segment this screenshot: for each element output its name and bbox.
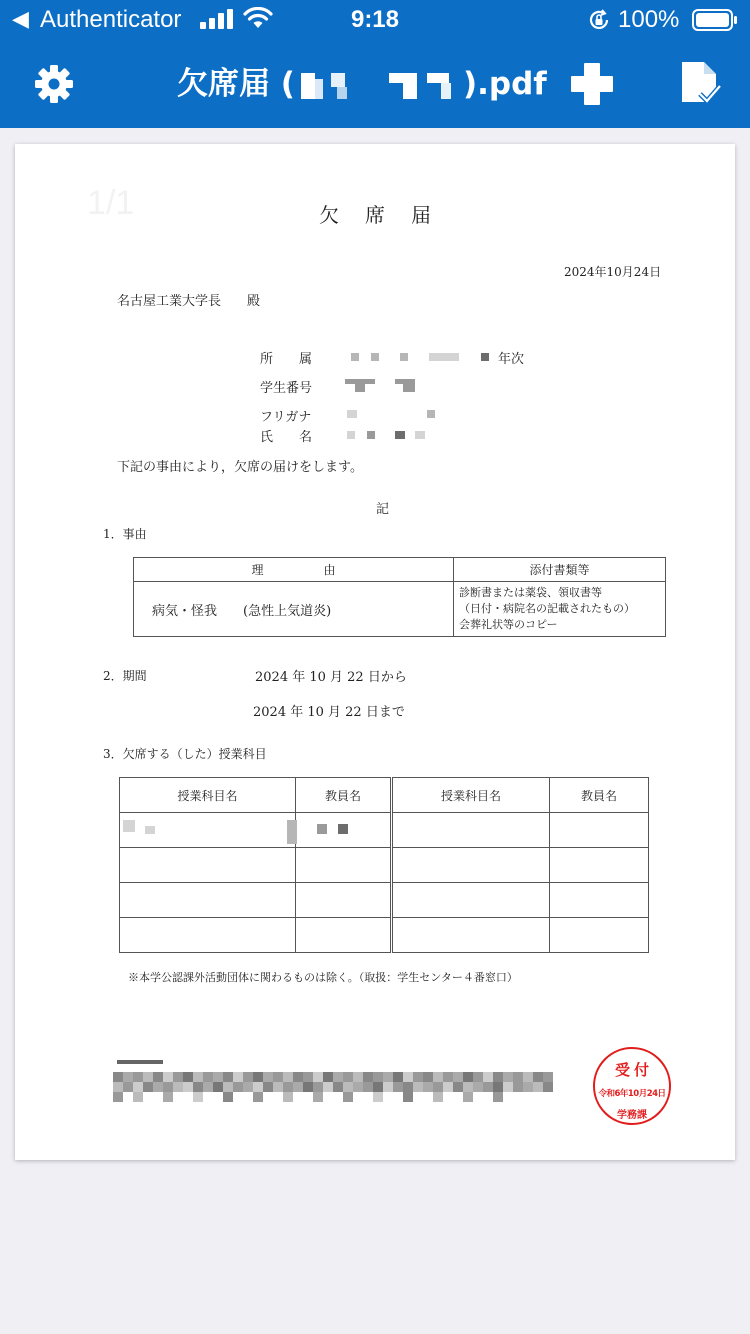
redacted-filename-part xyxy=(383,71,461,101)
back-to-app-link[interactable]: Authenticator xyxy=(40,6,182,33)
redacted-block xyxy=(347,431,355,439)
navigation-bar xyxy=(0,40,750,128)
stamp-received-text: 受付 xyxy=(614,1061,653,1079)
sign-document-icon[interactable] xyxy=(678,60,722,108)
attachment-item: （日付・病院名の記載されたもの） xyxy=(459,602,635,615)
attachment-item: 診断書または薬袋、領収書等 xyxy=(459,586,602,599)
teacher-cell xyxy=(296,883,392,918)
name-label: 氏 名 xyxy=(260,430,313,445)
document-title xyxy=(177,62,547,106)
addressee: 名古屋工業大学長 殿 xyxy=(117,294,261,309)
redacted-block xyxy=(481,353,489,361)
add-icon[interactable] xyxy=(570,62,614,106)
top-bar xyxy=(0,0,750,128)
attachments-cell xyxy=(454,582,666,637)
section-1-heading: 1．事由 xyxy=(103,527,147,541)
teacher-cell xyxy=(550,813,649,848)
teacher-cell xyxy=(550,918,649,953)
teacher-cell xyxy=(550,848,649,883)
redacted-block xyxy=(367,431,375,439)
redacted-block xyxy=(338,824,348,834)
subject-cell xyxy=(120,918,296,953)
pdf-page xyxy=(15,144,735,1160)
student-number-label: 学生番号 xyxy=(260,381,313,396)
subject-cell xyxy=(120,848,296,883)
redacted-remarks-block xyxy=(113,1060,555,1106)
gear-icon[interactable] xyxy=(32,62,76,106)
redacted-block xyxy=(415,431,425,439)
document-date: 2024年10月24日 xyxy=(564,265,662,279)
status-bar xyxy=(0,0,750,40)
section-2-heading: 2．期間 xyxy=(103,669,147,683)
teacher-cell xyxy=(296,848,392,883)
table-row xyxy=(120,883,649,918)
stamp-office-text: 学務課 xyxy=(617,1110,647,1121)
reason-header: 理 由 xyxy=(134,558,454,582)
orientation-lock-icon xyxy=(588,9,610,31)
redacted-block xyxy=(400,353,408,361)
attachments-header: 添付書類等 xyxy=(454,558,666,582)
section-3-heading: 3．欠席する（した）授業科目 xyxy=(103,747,267,761)
reason-value: 病気・怪我 (急性上気道炎) xyxy=(134,582,454,637)
subject-cell xyxy=(120,883,296,918)
redacted-block xyxy=(145,826,155,834)
subject-cell xyxy=(392,848,550,883)
redacted-block xyxy=(287,820,297,844)
title-suffix: ).pdf xyxy=(462,66,547,102)
teacher-cell xyxy=(296,918,392,953)
table-row xyxy=(120,918,649,953)
document-heading: 欠席届 xyxy=(319,203,457,227)
teacher-header: 教員名 xyxy=(550,778,649,813)
attachment-item: 会葬礼状等のコピー xyxy=(459,618,558,631)
redacted-filename-part xyxy=(297,71,379,101)
redacted-block xyxy=(403,384,415,392)
footnote: ※本学公認課外活動団体に関わるものは除く。（取扱：学生センター４番窓口） xyxy=(128,971,518,984)
subject-header: 授業科目名 xyxy=(120,778,296,813)
redacted-block xyxy=(371,353,379,361)
redacted-block xyxy=(317,824,327,834)
title-prefix: 欠席届 ( xyxy=(177,66,295,102)
table-row xyxy=(120,848,649,883)
subject-cell xyxy=(392,813,550,848)
teacher-cell xyxy=(550,883,649,918)
redacted-block xyxy=(429,353,459,361)
affiliation-label: 所 属 xyxy=(260,352,313,367)
teacher-header: 教員名 xyxy=(296,778,392,813)
back-arrow-icon[interactable]: ◀ xyxy=(12,7,29,32)
furigana-label: フリガナ xyxy=(260,410,312,425)
redacted-block xyxy=(427,410,435,418)
ki-marker: 記 xyxy=(376,502,390,517)
subject-table xyxy=(119,777,649,953)
reason-table xyxy=(133,557,666,637)
redacted-block xyxy=(347,410,357,418)
subject-cell xyxy=(392,918,550,953)
redacted-block xyxy=(351,353,359,361)
page-indicator: 1/1 xyxy=(87,184,135,222)
year-suffix: 年次 xyxy=(498,352,525,367)
redacted-block xyxy=(123,820,135,832)
battery-icon xyxy=(692,9,738,31)
battery-percent: 100% xyxy=(618,6,680,33)
redacted-block xyxy=(395,431,405,439)
status-time: 9:18 xyxy=(350,6,400,33)
received-stamp xyxy=(593,1047,671,1125)
pdf-viewer[interactable] xyxy=(0,128,750,1334)
redacted-block xyxy=(355,384,365,392)
intro-text: 下記の事由により，欠席の届けをします。 xyxy=(117,460,363,475)
period-from: 2024 年 10 月 22 日から xyxy=(255,670,407,685)
period-to: 2024 年 10 月 22 日まで xyxy=(253,705,405,720)
stamp-date-text: 令和6年10月24日 xyxy=(598,1089,666,1099)
subject-cell xyxy=(392,883,550,918)
table-row xyxy=(120,813,649,848)
subject-header: 授業科目名 xyxy=(392,778,550,813)
